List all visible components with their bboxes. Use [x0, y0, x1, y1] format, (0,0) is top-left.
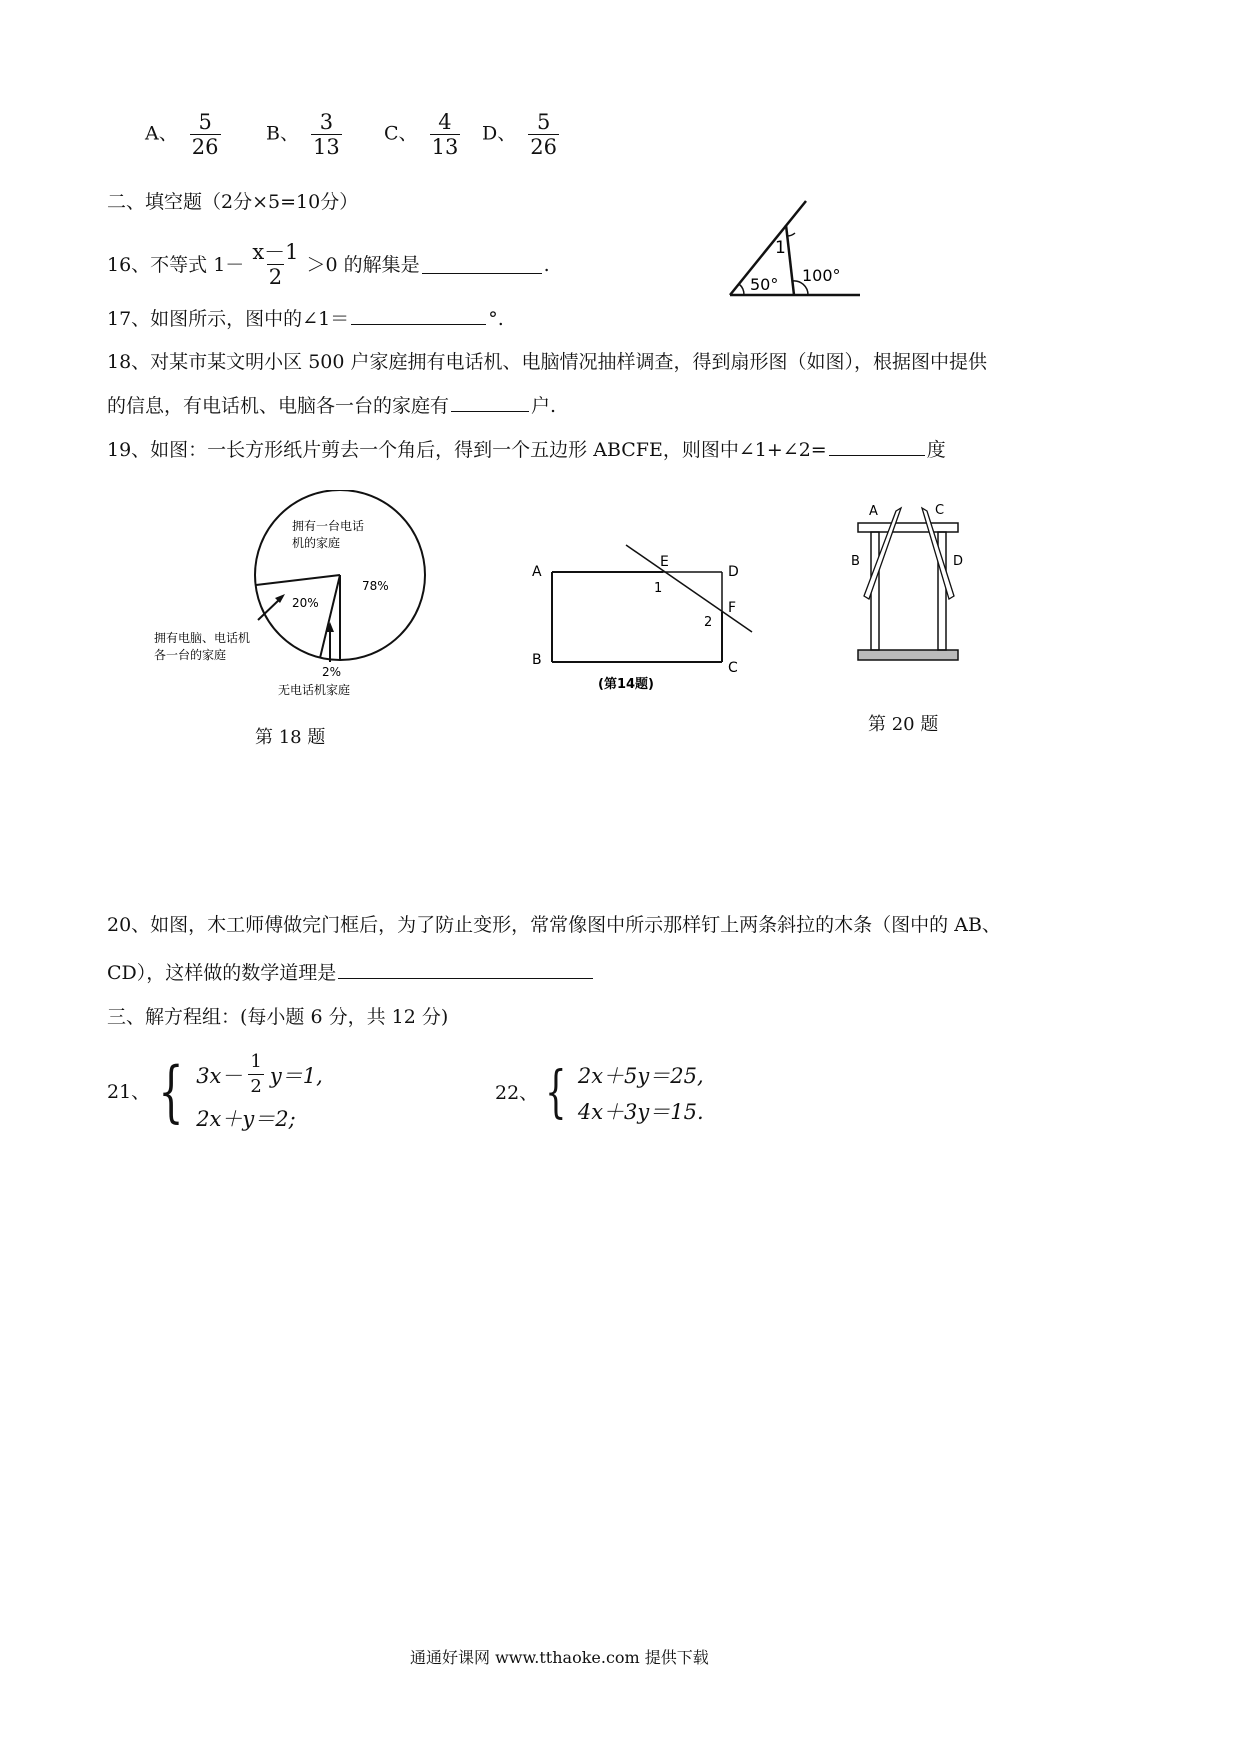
pie-label-left-1: 拥有电脑、电话机: [154, 631, 251, 645]
option-a-den: 26: [191, 135, 219, 159]
option-d-num: 5: [536, 110, 551, 134]
option-d-den: 26: [530, 135, 558, 159]
door-bottom-beam: [858, 650, 958, 660]
label-D: D: [728, 564, 739, 580]
angle-50-label: 50°: [750, 275, 779, 294]
label-angle-2: 2: [704, 615, 713, 630]
question-21: 21、 { 3x－ $\frac{1}{2}$ y＝1, 2x＋y＝2;: [107, 1051, 323, 1131]
q22-eq2: 4x＋3y＝15.: [577, 1100, 704, 1124]
section3-title: 三、解方程组：(每小题 6 分，共 12 分): [107, 1006, 449, 1028]
q21-eq1: 3x－ $\frac{1}{2}$ y＝1,: [196, 1051, 323, 1097]
section2-title: 二、填空题（2分×5=10分）: [107, 191, 359, 213]
label-C: C: [728, 660, 738, 676]
option-c-den: 13: [431, 135, 459, 159]
pie-divider-1: [256, 575, 340, 585]
pie-label-top-1: 拥有一台电话: [292, 519, 365, 533]
pie-pct-20: 20%: [292, 596, 319, 610]
pie-label-bottom: 无电话机家庭: [278, 683, 351, 697]
page-footer: 通通好课网 www.tthaoke.com 提供下载: [410, 1648, 709, 1667]
option-c-num: 4: [438, 110, 452, 134]
answer-blank-20[interactable]: [338, 960, 593, 979]
cut-line: [626, 545, 752, 632]
rectangle-figure: [520, 540, 770, 695]
pie-pct-78: 78%: [362, 579, 389, 593]
answer-blank-17[interactable]: [351, 306, 486, 325]
label-angle-1: 1: [654, 581, 663, 596]
question-20-line2: CD），这样做的数学道理是: [107, 960, 595, 985]
angle-100-label: 100°: [802, 266, 841, 285]
question-18-line1: 18、对某市某文明小区 500 户家庭拥有电话机、电脑情况抽样调查，得到扇形图（如图），根据图中提供: [107, 351, 988, 373]
door-label-D: D: [953, 554, 964, 569]
triangle-figure: [720, 195, 870, 305]
left-brace-22: {: [545, 1060, 567, 1125]
question-16: 16、不等式 1－ $\frac{x-1}{2}$ ＞0 的解集是 .: [107, 240, 550, 289]
label-F: F: [728, 600, 737, 616]
answer-blank-16[interactable]: [422, 255, 542, 274]
pie-label-top-2: 机的家庭: [292, 536, 341, 550]
label-B: B: [532, 652, 542, 668]
question-19: 19、如图：一长方形纸片剪去一个角后，得到一个五边形 ABCFE，则图中∠1+∠2= 度: [107, 439, 946, 461]
question-17: 17、如图所示，图中的∠1＝ °.: [107, 308, 504, 330]
door-caption: 第 20 题: [868, 714, 939, 735]
door-label-A: A: [869, 504, 878, 519]
pie-figure: [140, 490, 440, 705]
answer-blank-18[interactable]: [451, 393, 529, 412]
question-20-line1: 20、如图，木工师傅做完门框后，为了防止变形，常常像图中所示那样钉上两条斜拉的木条（图中的 AB、: [107, 914, 1001, 936]
angle-50-arc: [739, 284, 744, 295]
pie-pct-2: 2%: [322, 665, 342, 679]
left-brace-21: {: [158, 1052, 184, 1130]
left-brace-ab: [864, 508, 901, 599]
option-a: A、 $\frac{5}{26}$: [145, 110, 219, 159]
pie-label-left-2: 各一台的家庭: [154, 648, 227, 662]
door-top-beam: [858, 523, 958, 532]
label-E: E: [660, 554, 669, 570]
question-18-line2: 的信息，有电话机、电脑各一台的家庭有 户.: [107, 395, 557, 417]
q22-eq1: 2x＋5y＝25,: [577, 1064, 704, 1088]
option-b: B、 $\frac{3}{13}$: [266, 110, 340, 159]
door-label-C: C: [935, 503, 945, 518]
label-A: A: [532, 564, 542, 580]
option-b-den: 13: [313, 135, 340, 159]
rect-caption: (第14题): [598, 677, 654, 692]
q21-eq2: 2x＋y＝2;: [196, 1107, 296, 1131]
option-d: D、 $\frac{5}{26}$: [482, 110, 558, 159]
angle-1-label: 1: [775, 238, 786, 258]
option-a-num: 5: [198, 110, 212, 134]
option-b-num: 3: [319, 110, 334, 134]
option-c: C、 $\frac{4}{13}$: [384, 110, 459, 159]
door-label-B: B: [851, 554, 860, 569]
answer-blank-19[interactable]: [829, 437, 925, 456]
pie-caption: 第 18 题: [255, 727, 326, 748]
question-22: 22、 { 2x＋5y＝25, 4x＋3y＝15.: [495, 1060, 704, 1125]
door-frame-figure: [845, 495, 975, 670]
